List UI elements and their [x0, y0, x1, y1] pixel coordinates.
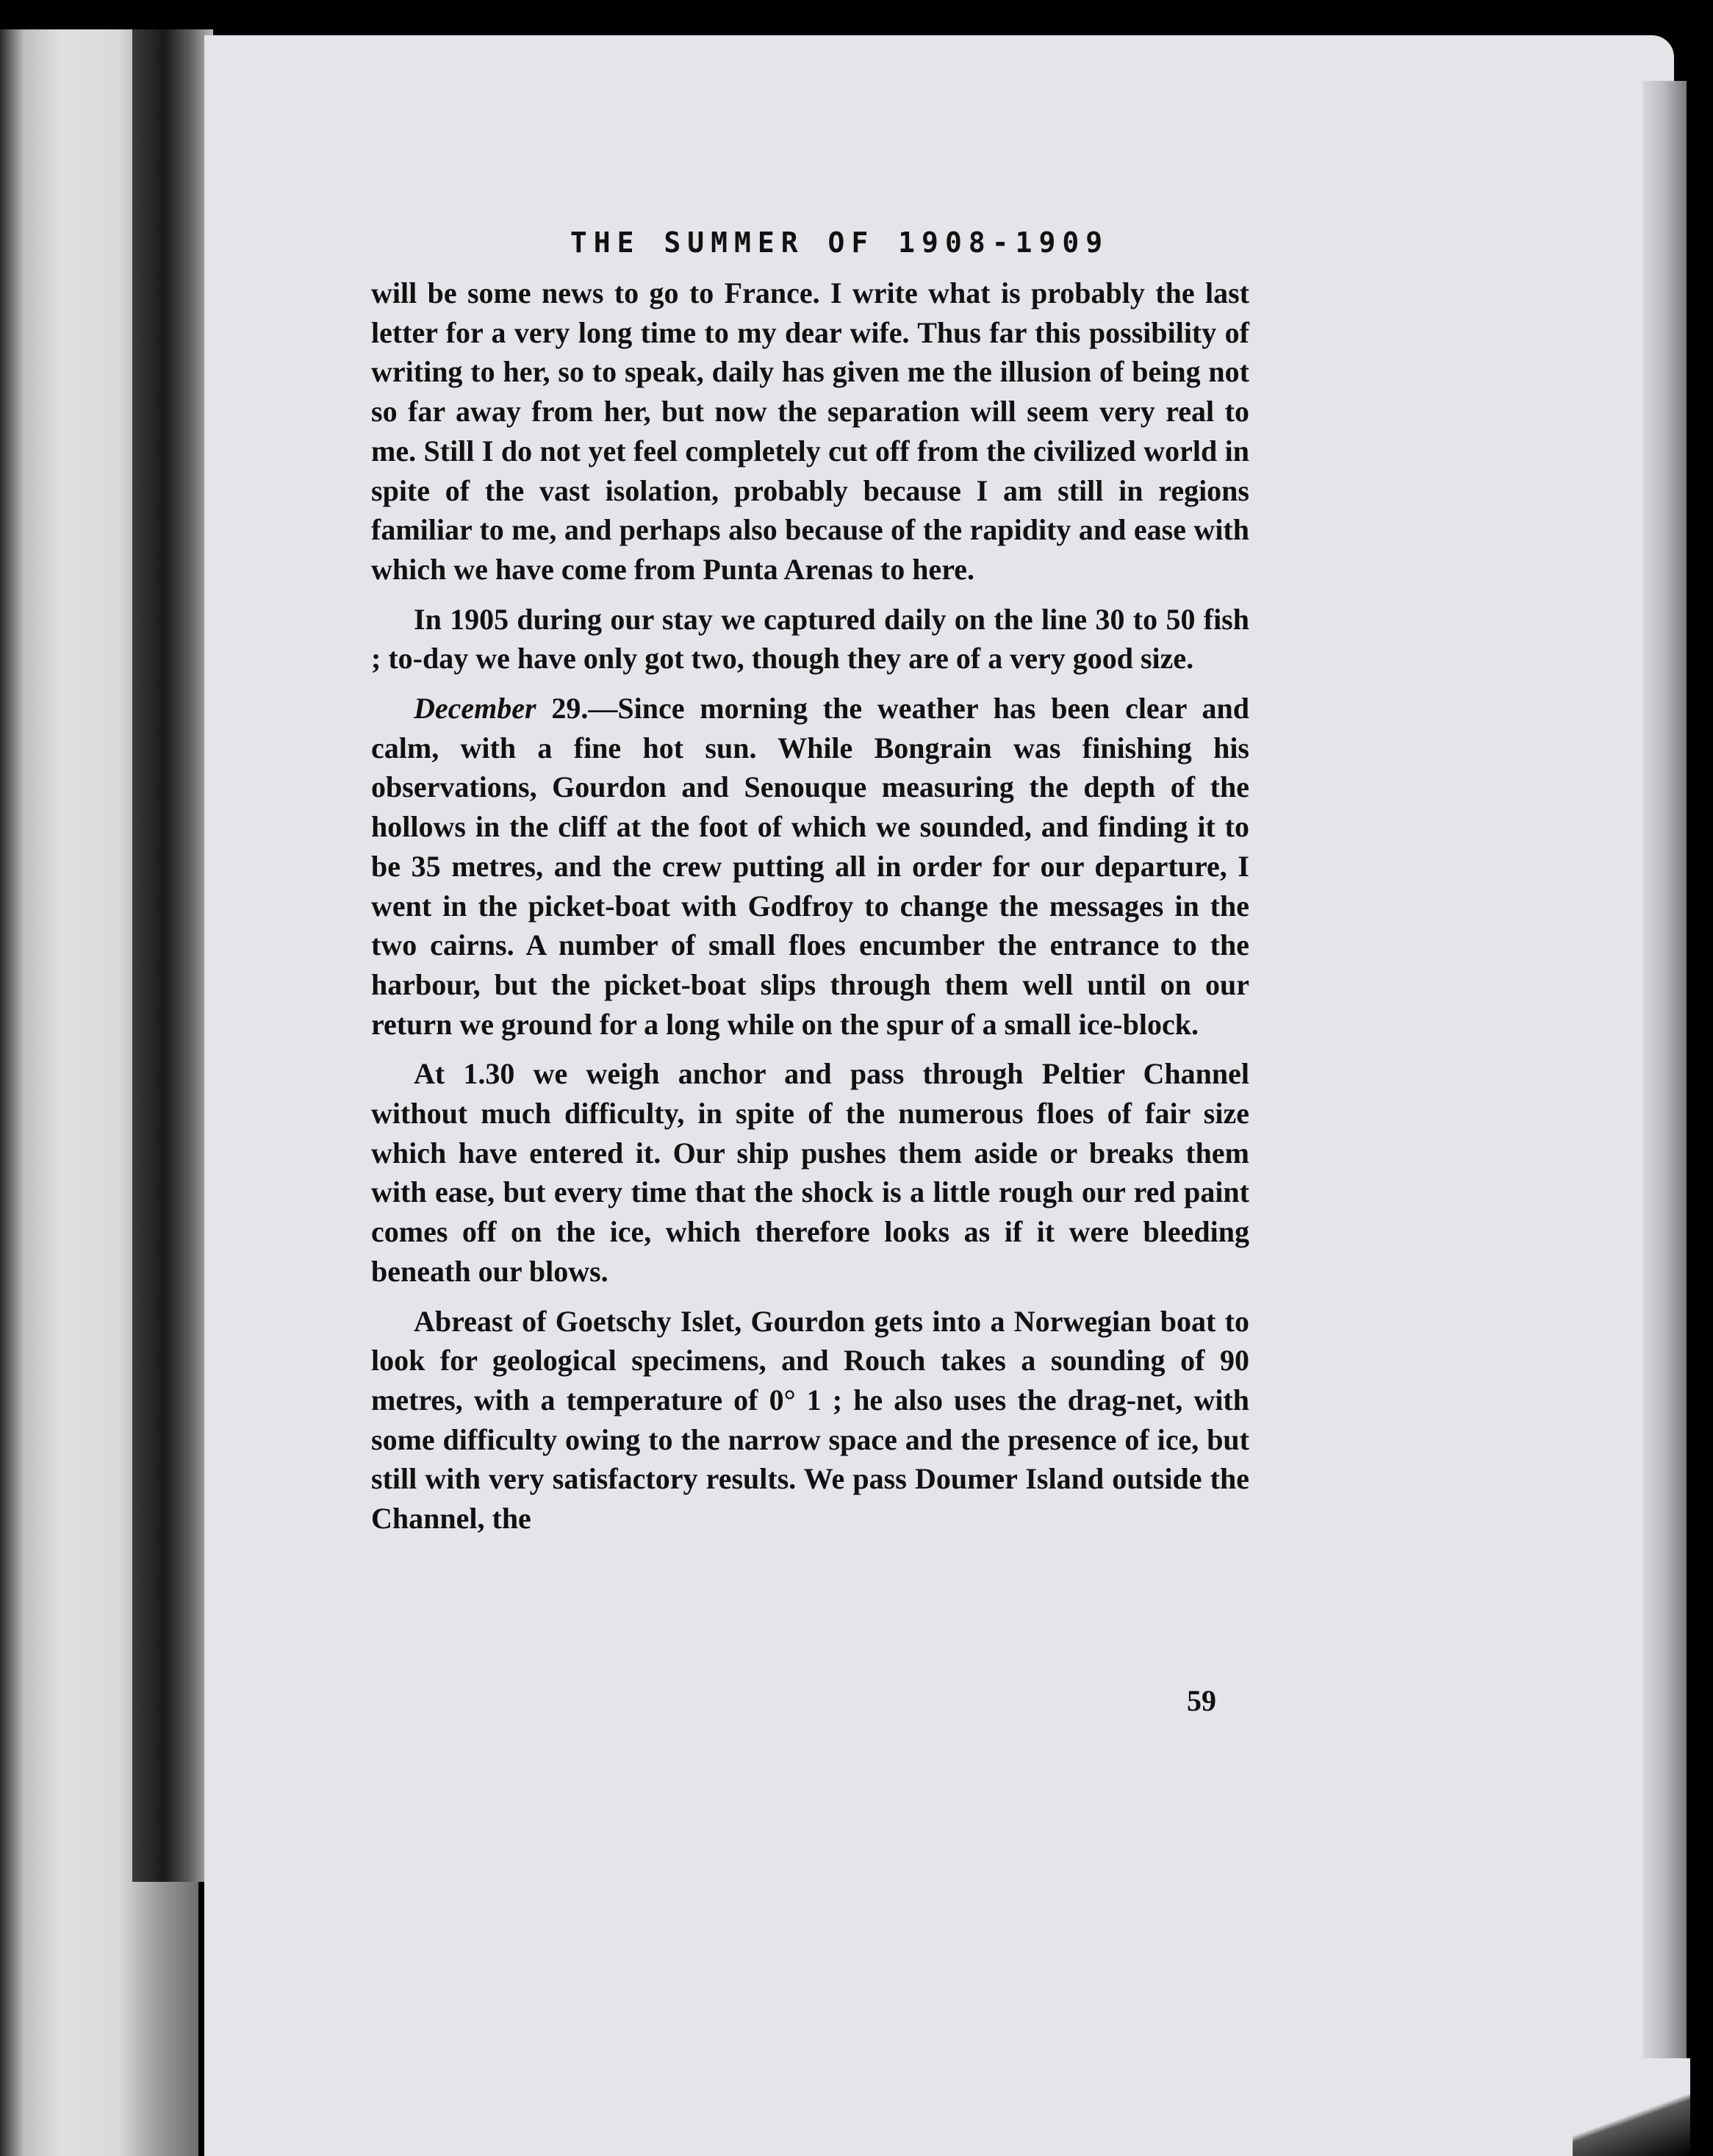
- page-corner-fold: [1573, 2058, 1690, 2156]
- page-number: 59: [1187, 1684, 1216, 1717]
- paragraph-3-text: 29.—Since morning the weather has been clear and calm, with a fine hot sun. While Bongrain was finishing his observations, Gourdon and Senouque measuring the depth of the hollows in the cliff at the foot of which we sounded, and finding it to be 35 metres, and the crew putting all in order for our departure, I went in the picket-boat with Godfroy to change the messages in the two cairns. A number of small floes encumber the entrance to the harbour, but the picket-boat slips through them well until on our return we ground for a long while on the spur of a small ice-block.: [371, 692, 1249, 1041]
- paragraph-2: In 1905 during our stay we captured daily on the line 30 to 50 fish ; to-day we have only got two, though they are of a very good size.: [371, 602, 1249, 676]
- page-edge-right: [1642, 81, 1687, 2156]
- paragraph-5: Abreast of Goetschy Islet, Gourdon gets into a Norwegian boat to look for geological specimens, and Rouch takes a sounding of 90 metres, with a temperature of 0° 1 ; he also uses the drag-net, with some difficulty owing to the narrow space and the presence of ice, but still with very satisfactory results. We pass Doumer Island outside the Channel, the: [371, 1304, 1249, 1536]
- paragraph-3: [371, 689, 1249, 1054]
- paragraph-1: will be some news to go to France. I write what is probably the last letter for a very long time to my dear wife. Thus far this possibility of writing to her, so to speak, daily has given me the illusion of being not so far away from her, but now the separation will seem very real to me. Still I do not yet feel completely cut off from the civilized world in spite of the vast isolation, probably because I am still in regions familiar to me, and perhaps also because of the rapidity and ease with which we have come from Punta Arenas to here.: [371, 276, 1249, 586]
- paragraph-4: At 1.30 we weigh anchor and pass through Peltier Channel without much difficulty, in spite of the numerous floes of fair size which have entered it. Our ship pushes them aside or breaks them with ease, but every time that the shock is a little rough our red paint comes off on the ice, which therefore looks as if it were bleeding beneath our blows.: [371, 1057, 1249, 1288]
- page-text-block: [371, 221, 1249, 1549]
- diary-date: December: [414, 692, 536, 726]
- book-gutter: [132, 29, 213, 1882]
- running-head: THE SUMMER OF 1908-1909: [570, 226, 1110, 259]
